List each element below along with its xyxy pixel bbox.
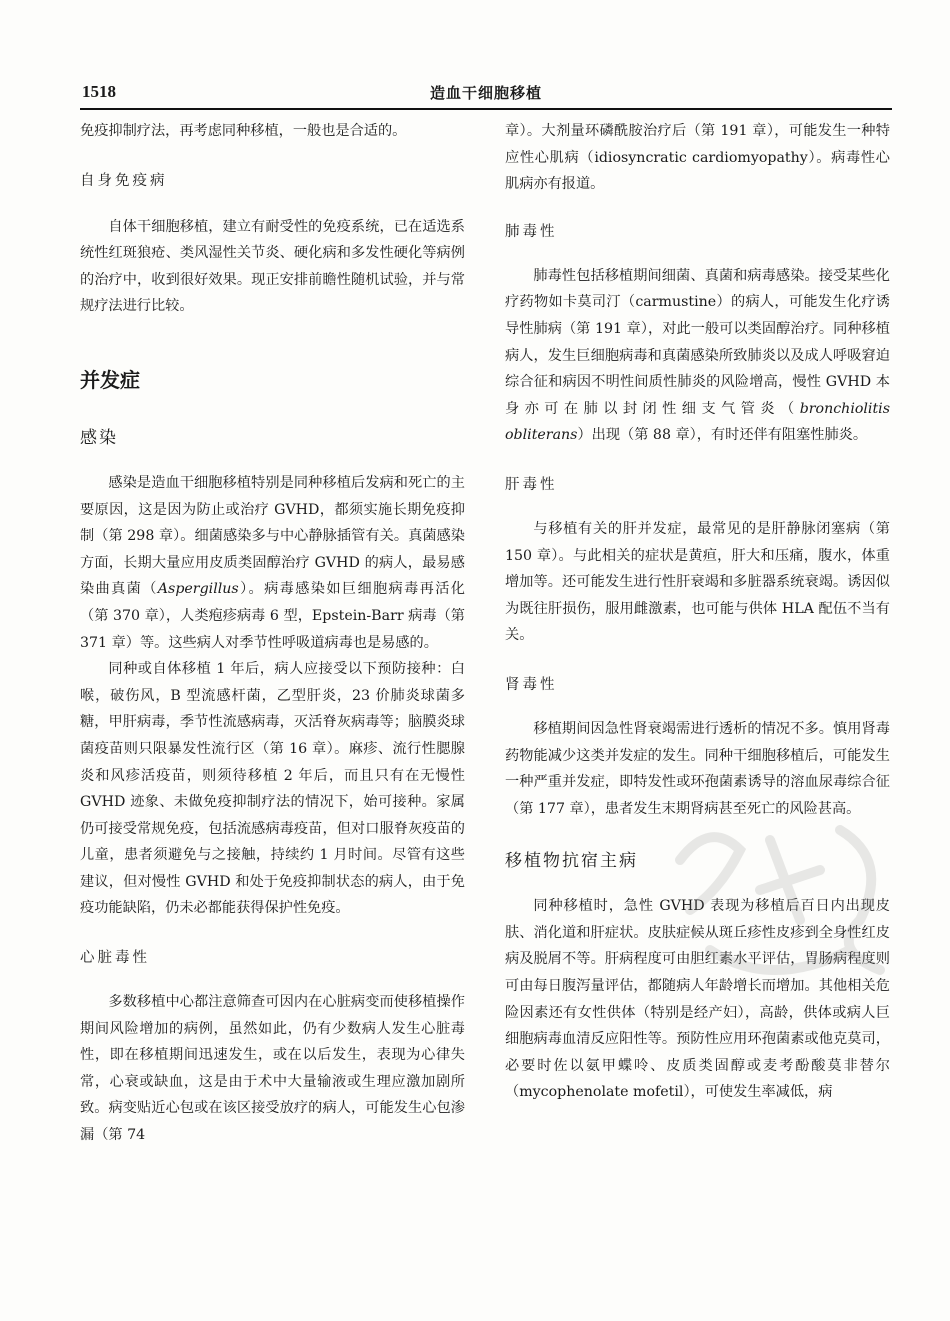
paragraph-cardiac-cont: 章）。大剂量环磷酰胺治疗后（第 191 章），可能发生一种特应性心肌病（idiosyncratic cardiomyopathy）。病毒性心肌病亦有报道。 <box>505 123 890 193</box>
paragraph-intro: 免疫抑制疗法，再考虑同种移植，一般也是合适的。 <box>80 123 407 139</box>
page-number: 1518 <box>82 82 116 101</box>
heading-kidney: 肾毒性 <box>505 676 558 693</box>
heading-gvhd: 移植物抗宿主病 <box>505 851 638 872</box>
heading-liver: 肝毒性 <box>505 476 558 493</box>
heading-lung: 肺毒性 <box>505 223 558 240</box>
heading-cardiac: 心脏毒性 <box>80 950 150 967</box>
heading-complications: 并发症 <box>80 367 140 392</box>
paragraph-gvhd: 同种移植时，急性 GVHD 表现为移植后百日内出现皮肤、消化道和肝症状。皮肤症候从斑丘疹性皮疹到全身性红皮病及脱屑不等。肝病程度可由胆红素水平评估，胃肠病程度则可由每日腹泻量评估，都随病人年龄增长而增加。其他相关危险因素还有女性供体（特别是经产妇），高龄，供体或病人巨细胞病毒血清反应阳性等。预防性应用环孢菌素或他克莫司，必要时佐以氨甲蝶呤、皮质类固醇或麦考酚酸莫非替尔（mycophenolate mofetil），可使发生率减低，病 <box>505 898 890 1101</box>
page-header <box>80 82 892 110</box>
paragraph-cardiac: 多数移植中心都注意筛查可因内在心脏病变而使移植操作期间风险增加的病例，虽然如此，仍有少数病人发生心脏毒性，即在移植期间迅速发生，或在以后发生，表现为心律失常，心衰或缺血，这是由于术中大量输液或生理应激加剧所致。病变贴近心包或在该区接受放疗的病人，可能发生心包渗漏（第 74 <box>80 994 465 1144</box>
running-title: 造血干细胞移植 <box>429 84 542 102</box>
paragraph-infection-2: 同种或自体移植 1 年后，病人应接受以下预防接种：白喉，破伤风，B 型流感杆菌，乙型肝炎，23 价肺炎球菌多糖，甲肝病毒，季节性流感病毒，灭活脊灰病毒等；脑膜炎球菌疫苗则只限暴发性流行区（第 16 章）。麻疹、流行性腮腺炎和风疹活疫苗，则须待移植 2 年后，而且只有在无慢性 GVHD 迹象、未做免疫抑制疗法的情况下，始可接种。家属仍可接受常规免疫，包括流感病毒疫苗，但对口服脊灰疫苗的儿童，患者须避免与之接触，持续约 1 月时间。尽管有这些建议，但对慢性 GVHD 和处于免疫抑制状态的病人，由于免疫功能缺陷，仍未必都能获得保护性免疫。 <box>80 661 465 917</box>
paragraph-infection-1: 感染是造血干细胞移植特别是同种移植后发病和死亡的主要原因，这是因为防止或治疗 GVHD，都须实施长期免疫抑制（第 298 章）。细菌感染多与中心静脉插管有关。真菌感染方面，长期大量应用皮质类固醇治疗 GVHD 的病人，最易感染曲真菌（Aspergillus）。病毒感染如巨细胞病毒再活化（第 370 章），人类疱疹病毒 6 型，Epstein-Barr 病毒（第 371 章）等。这些病人对季节性呼吸道病毒也是易感的。 <box>80 474 465 651</box>
heading-infection: 感染 <box>80 427 118 448</box>
heading-autoimmune: 自身免疫病 <box>80 172 168 189</box>
paragraph-lung: 肺毒性包括移植期间细菌、真菌和病毒感染。接受某些化疗药物如卡莫司汀（carmustine）的病人，可能发生化疗诱导性肺病（第 191 章），对此一般可以类固醇治疗。同种移植病人，发生巨细胞病毒和真菌感染所致肺炎以及成人呼吸窘迫综合征和病因不明性间质性肺炎的风险增高，慢性 GVHD 本身亦可在肺以封闭性细支气管炎（bronchiolitis obliterans）出现（第 88 章），有时还伴有阻塞性肺炎。 <box>505 267 890 444</box>
paragraph-kidney: 移植期间因急性肾衰竭需进行透析的情况不多。慎用肾毒药物能减少这类并发症的发生。同种干细胞移植后，可能发生一种严重并发症，即特发性或环孢菌素诱导的溶血尿毒综合征（第 177 章），患者发生末期肾病甚至死亡的风险甚高。 <box>505 720 890 817</box>
paragraph-autoimmune: 自体干细胞移植，建立有耐受性的免疫系统，已在适选系统性红斑狼疮、类风湿性关节炎、硬化病和多发性硬化等病例的治疗中，收到很好效果。现正安排前瞻性随机试验，并与常规疗法进行比较。 <box>80 218 465 315</box>
left-column <box>80 118 465 1149</box>
paragraph-liver: 与移植有关的肝并发症，最常见的是肝静脉闭塞病（第 150 章）。与此相关的症状是黄疸，肝大和压痛，腹水，体重增加等。还可能发生进行性肝衰竭和多脏器系统衰竭。诱因似为既往肝损伤，服用雌激素，也可能与供体 HLA 配伍不当有关。 <box>505 520 890 644</box>
right-column <box>505 118 890 1106</box>
